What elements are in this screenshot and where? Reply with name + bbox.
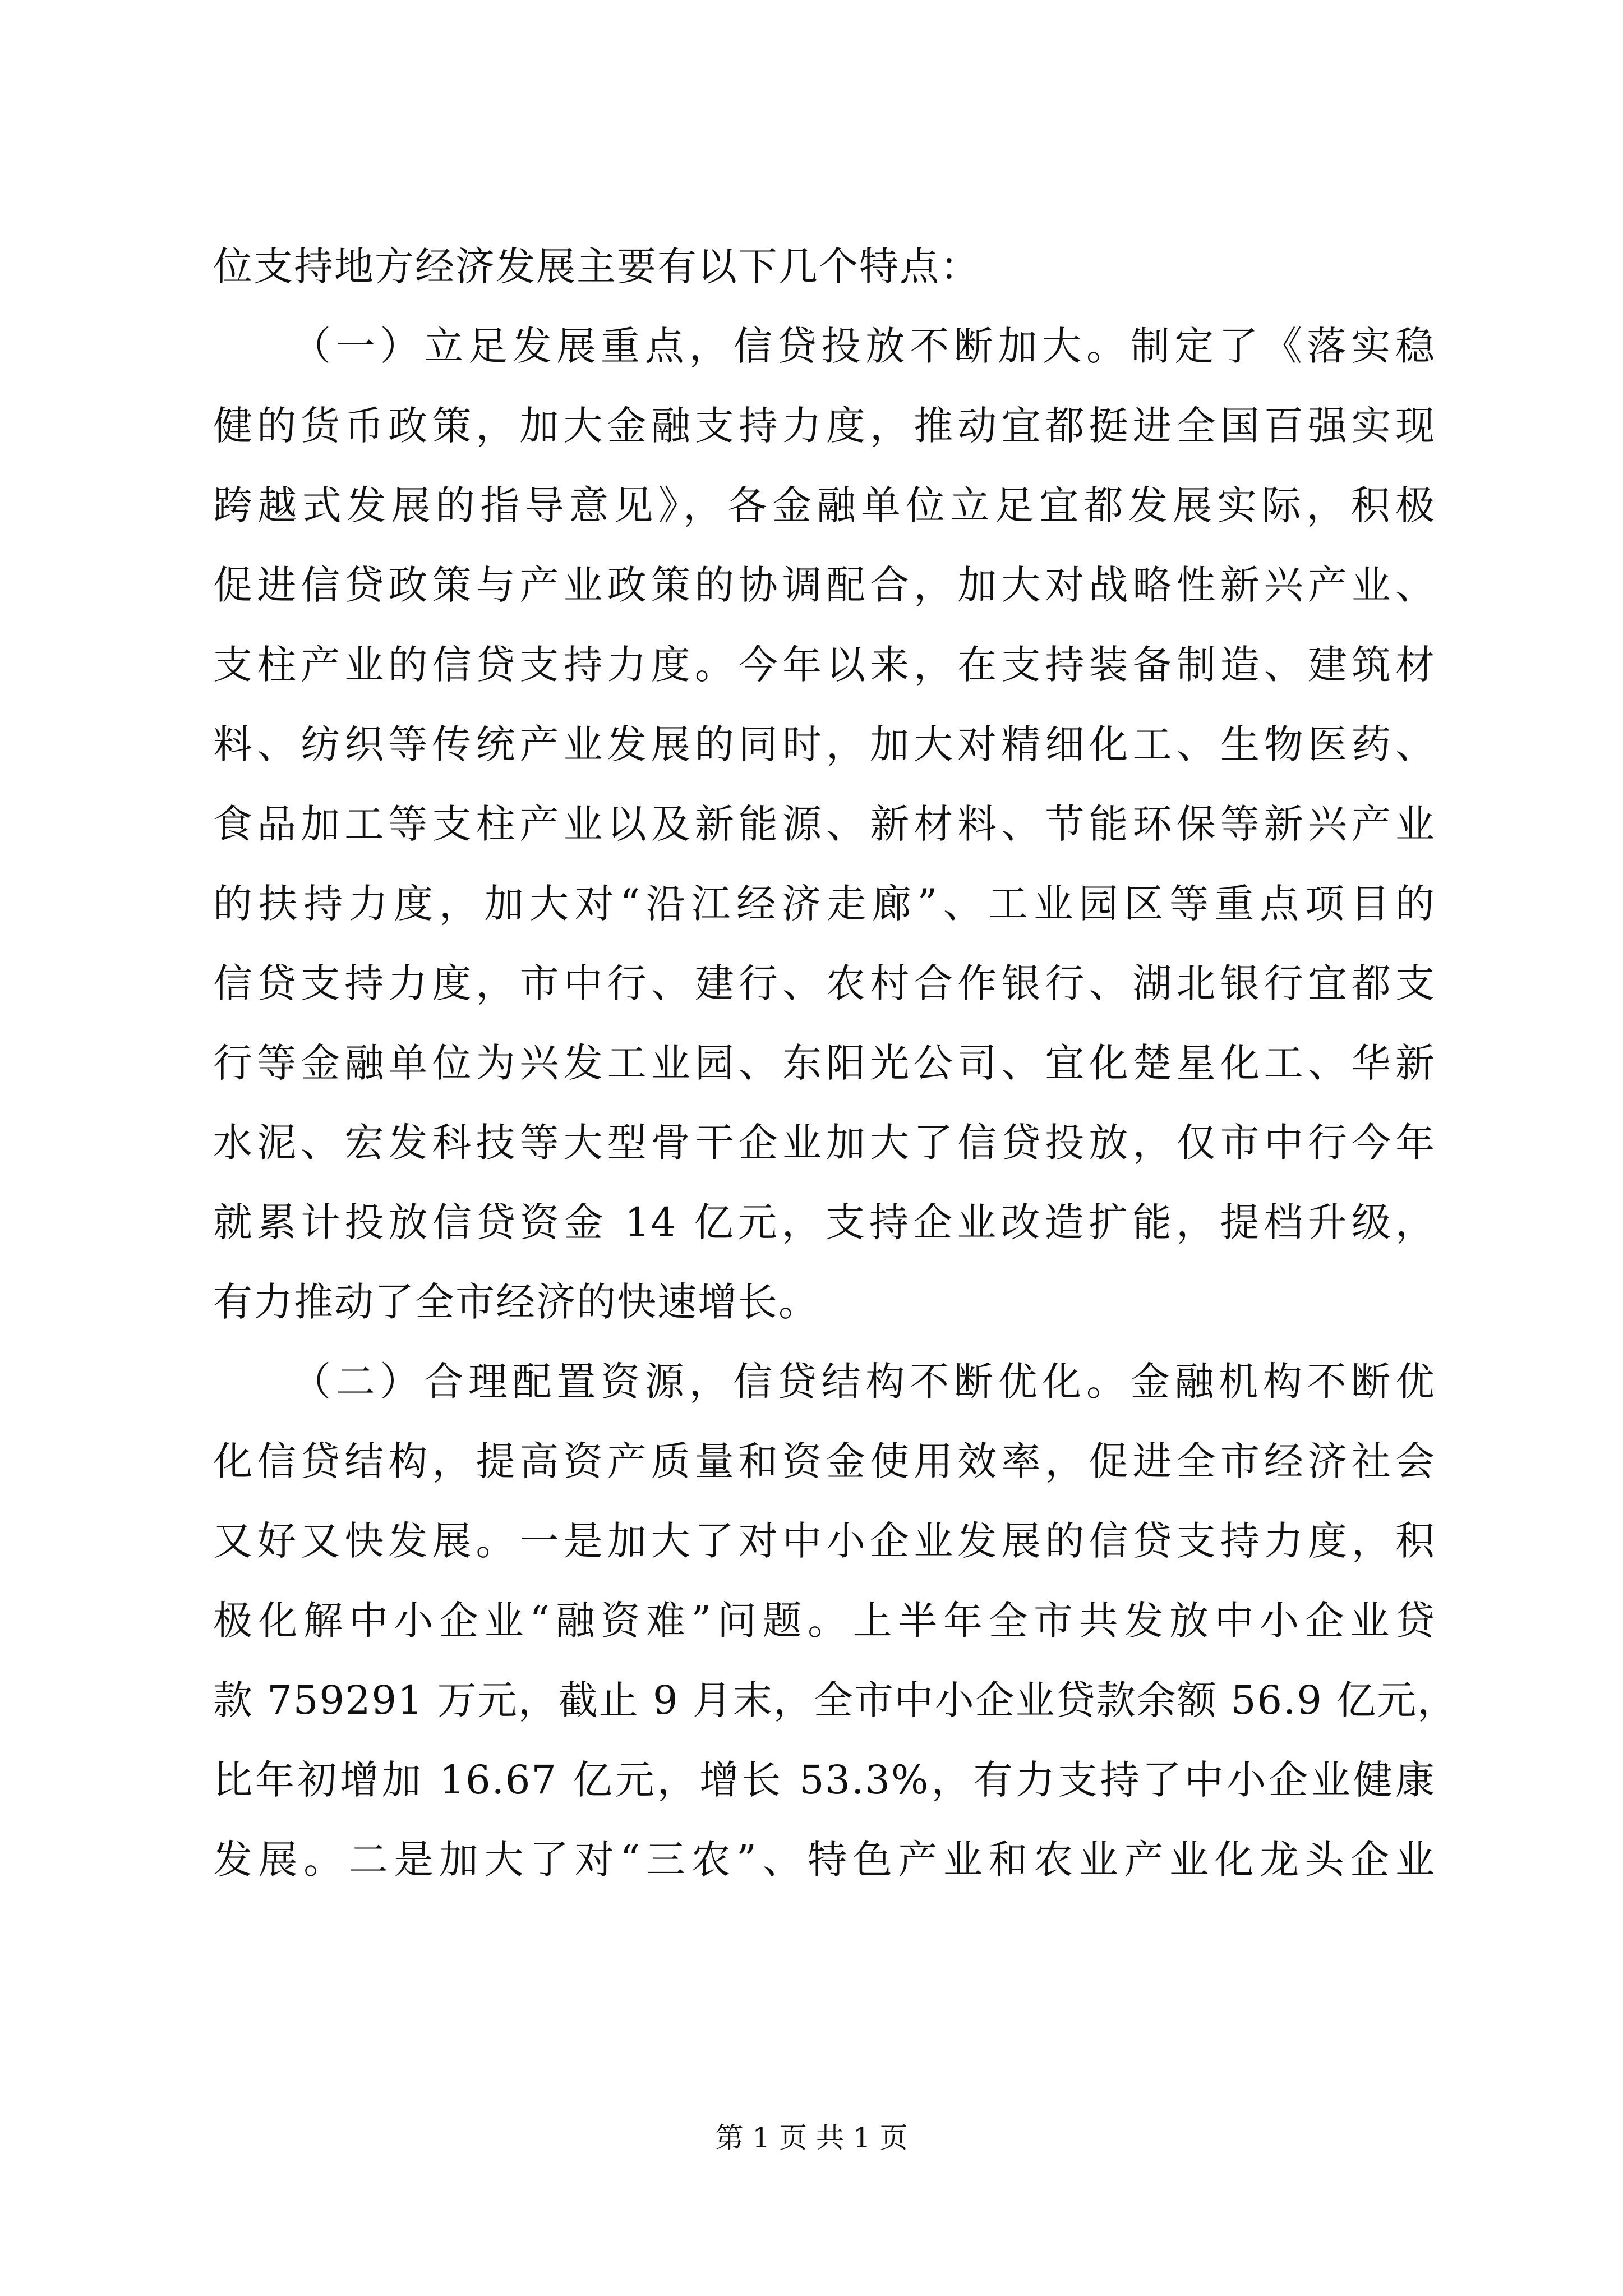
text-line: 比年初增加 16.67 亿元，增长 53.3%，有力支持了中小企业健康 <box>213 1757 1436 1803</box>
text-line: 行等金融单位为兴发工业园、东阳光公司、宜化楚星化工、华新 <box>213 1040 1436 1086</box>
text-line: 位支持地方经济发展主要有以下几个特点： <box>213 243 980 289</box>
text-line: 就累计投放信贷资金 14 亿元，支持企业改造扩能，提档升级， <box>213 1199 1436 1245</box>
text-line: 信贷支持力度，市中行、建行、农村合作银行、湖北银行宜都支 <box>213 960 1436 1006</box>
text-line: 跨越式发展的指导意见》，各金融单位立足宜都发展实际，积极 <box>213 482 1436 528</box>
text-line: 化信贷结构，提高资产质量和资金使用效率，促进全市经济社会 <box>213 1438 1436 1484</box>
text-line: 款 759291 万元，截止 9 月末，全市中小企业贷款余额 56.9 亿元， <box>213 1677 1458 1723</box>
text-line: 料、纺织等传统产业发展的同时，加大对精细化工、生物医药、 <box>213 721 1436 767</box>
text-line: （二）合理配置资源，信贷结构不断优化。金融机构不断优 <box>292 1359 1436 1405</box>
text-line: 支柱产业的信贷支持力度。今年以来，在支持装备制造、建筑材 <box>213 642 1436 688</box>
text-line: 促进信贷政策与产业政策的协调配合，加大对战略性新兴产业、 <box>213 562 1436 608</box>
text-line: 健的货币政策，加大金融支持力度，推动宜都挺进全国百强实现 <box>213 403 1436 449</box>
text-line: 的扶持力度，加大对“沿江经济走廊”、工业园区等重点项目的 <box>213 881 1436 927</box>
text-line: 有力推动了全市经济的快速增长。 <box>213 1279 819 1325</box>
text-line: 发展。二是加大了对“三农”、特色产业和农业产业化龙头企业 <box>213 1837 1436 1883</box>
text-line: 水泥、宏发科技等大型骨干企业加大了信贷投放，仅市中行今年 <box>213 1120 1436 1166</box>
text-line: 又好又快发展。一是加大了对中小企业发展的信贷支持力度，积 <box>213 1518 1436 1564</box>
body-text <box>213 227 1458 1899</box>
text-line: 极化解中小企业“融资难”问题。上半年全市共发放中小企业贷 <box>213 1598 1436 1644</box>
text-line: （一）立足发展重点，信贷投放不断加大。制定了《落实稳 <box>292 323 1436 369</box>
text-line: 食品加工等支柱产业以及新能源、新材料、节能环保等新兴产业 <box>213 801 1436 847</box>
page-footer: 第 1 页 共 1 页 <box>715 2122 908 2154</box>
